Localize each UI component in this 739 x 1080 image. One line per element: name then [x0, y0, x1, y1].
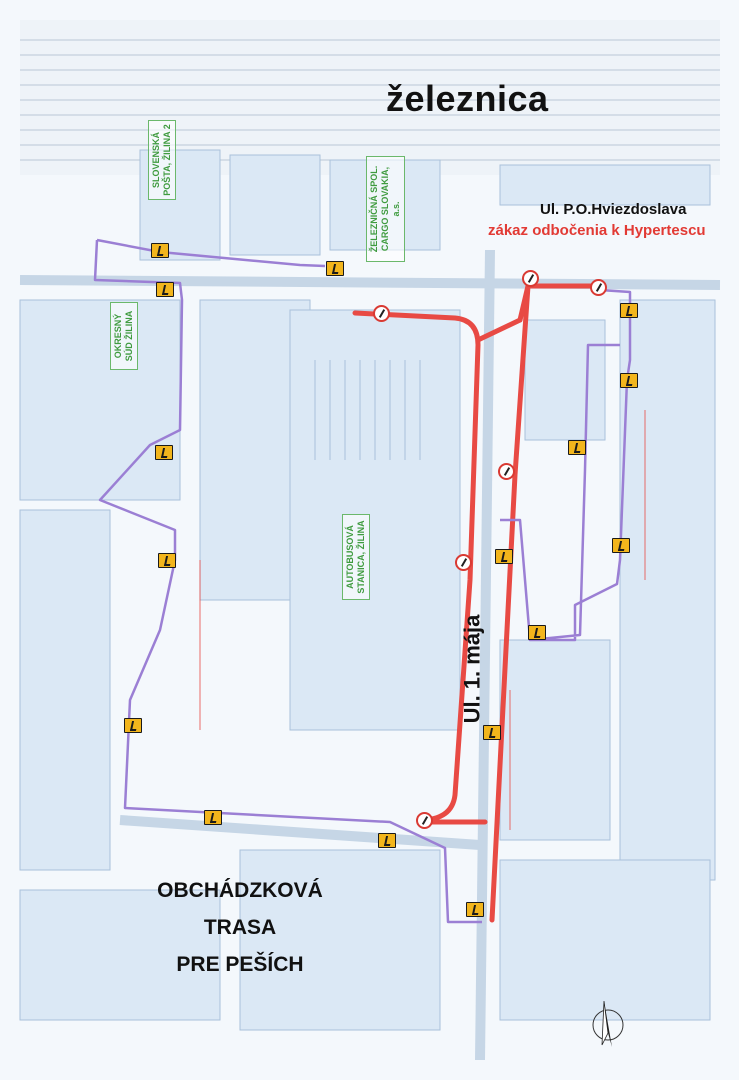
no-turn-sign-icon	[373, 305, 390, 322]
bus-station-label: AUTOBUSOVÁ STANICA, ŽILINA	[342, 514, 370, 600]
pedestrian-sign-icon	[620, 303, 638, 318]
pedestrian-sign-icon	[495, 549, 513, 564]
detour-line-3: PRE PEŠÍCH	[176, 953, 304, 976]
no-turn-sign-icon	[455, 554, 472, 571]
detour-route-legend	[110, 872, 370, 983]
railway-tracks	[20, 20, 720, 175]
post-office-label: SLOVENSKÁ POŠTA, ŽILINA 2	[148, 120, 176, 200]
railway-title: železnica	[386, 78, 549, 119]
court-label: OKRESNÝ SÚD ŽILINA	[110, 302, 138, 370]
pedestrian-sign-icon	[156, 282, 174, 297]
pedestrian-sign-icon	[158, 553, 176, 568]
pedestrian-sign-icon	[378, 833, 396, 848]
no-turn-sign-icon	[590, 279, 607, 296]
main-street-label: Ul. 1. mája	[459, 614, 485, 724]
pedestrian-sign-icon	[612, 538, 630, 553]
street-label-hviezdoslava: Ul. P.O.Hviezdoslava	[540, 201, 687, 218]
no-turn-sign-icon	[416, 812, 433, 829]
pedestrian-sign-icon	[568, 440, 586, 455]
pedestrian-sign-icon	[151, 243, 169, 258]
cargo-building-label: ŽELEZNIČNÁ SPOL. CARGO SLOVAKIA, a.s.	[366, 156, 405, 262]
no-turn-sign-icon	[498, 463, 515, 480]
pedestrian-sign-icon	[620, 373, 638, 388]
no-turn-sign-icon	[522, 270, 539, 287]
pedestrian-sign-icon	[528, 625, 546, 640]
turn-ban-note: zákaz odbočenia k Hypertescu	[488, 222, 706, 239]
detour-line-1: OBCHÁDZKOVÁ	[157, 879, 323, 902]
pedestrian-sign-icon	[483, 725, 501, 740]
pedestrian-sign-icon	[124, 718, 142, 733]
pedestrian-sign-icon	[155, 445, 173, 460]
pedestrian-sign-icon	[204, 810, 222, 825]
pedestrian-sign-icon	[326, 261, 344, 276]
detour-line-2: TRASA	[203, 916, 277, 939]
pedestrian-sign-icon	[466, 902, 484, 917]
